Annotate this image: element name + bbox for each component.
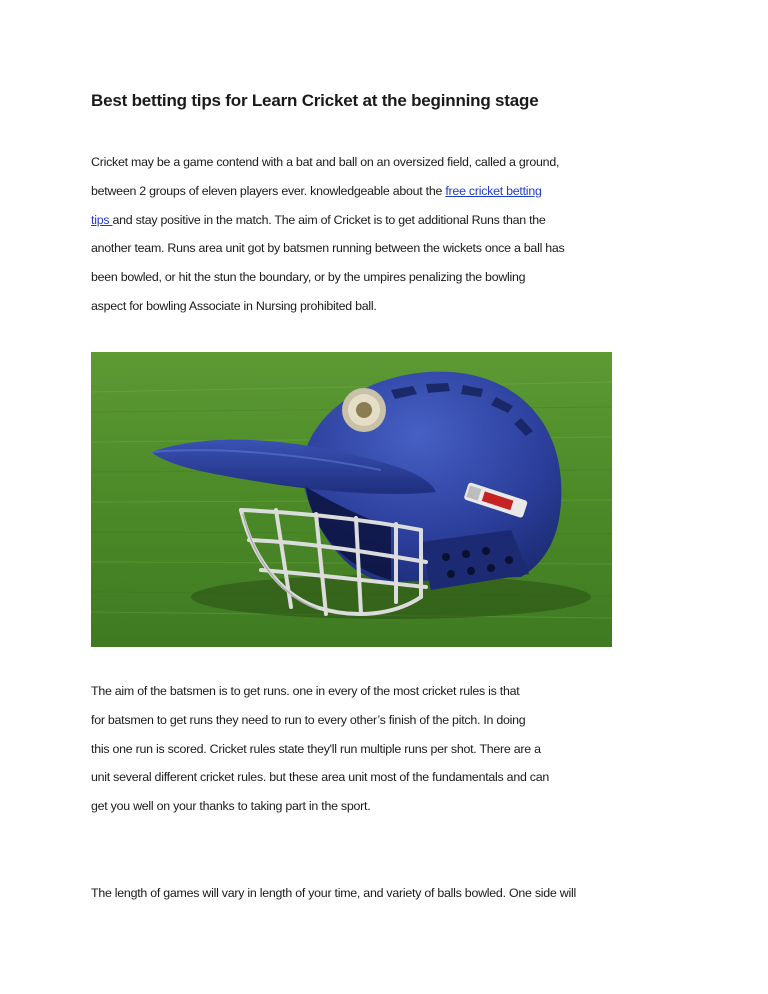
paragraph-text: between 2 groups of eleven players ever. knowledgeable about the xyxy=(91,183,446,198)
paragraph-line: The length of games will vary in length of your time, and variety of balls bowled. One side will xyxy=(91,886,576,900)
intro-paragraph xyxy=(91,155,631,328)
paragraph-line: been bowled, or hit the stun the boundary, or by the umpires penalizing the bowling xyxy=(91,270,526,285)
paragraph-line: another team. Runs area unit got by batsmen running between the wickets once a ball has xyxy=(91,241,565,256)
free-cricket-betting-link-continued[interactable]: tips xyxy=(91,212,113,227)
paragraph-line: Cricket may be a game contend with a bat and ball on an oversized field, called a ground, xyxy=(91,155,560,169)
paragraph-line xyxy=(91,213,631,242)
free-cricket-betting-link[interactable]: free cricket betting xyxy=(445,183,542,198)
paragraph-line: get you well on your thanks to taking part in the sport. xyxy=(91,799,371,814)
helmet-illustration xyxy=(91,352,612,647)
paragraph-text: and stay positive in the match. The aim of Cricket is to get additional Runs than the xyxy=(112,212,546,227)
paragraph-line: The aim of the batsmen is to get runs. one in every of the most cricket rules is that xyxy=(91,684,520,698)
paragraph-line: for batsmen to get runs they need to run to every other’s finish of the pitch. In doing xyxy=(91,712,526,727)
length-paragraph xyxy=(91,886,631,915)
paragraph-line: this one run is scored. Cricket rules state they'll run multiple runs per shot. There are a xyxy=(91,741,541,756)
batsmen-paragraph xyxy=(91,684,631,828)
cricket-helmet-photo xyxy=(91,352,612,647)
paragraph-line xyxy=(91,184,631,213)
document-title: Best betting tips for Learn Cricket at the beginning stage xyxy=(91,91,539,110)
paragraph-line: aspect for bowling Associate in Nursing prohibited ball. xyxy=(91,298,377,313)
paragraph-line: unit several different cricket rules. but these area unit most of the fundamentals and can xyxy=(91,770,550,785)
